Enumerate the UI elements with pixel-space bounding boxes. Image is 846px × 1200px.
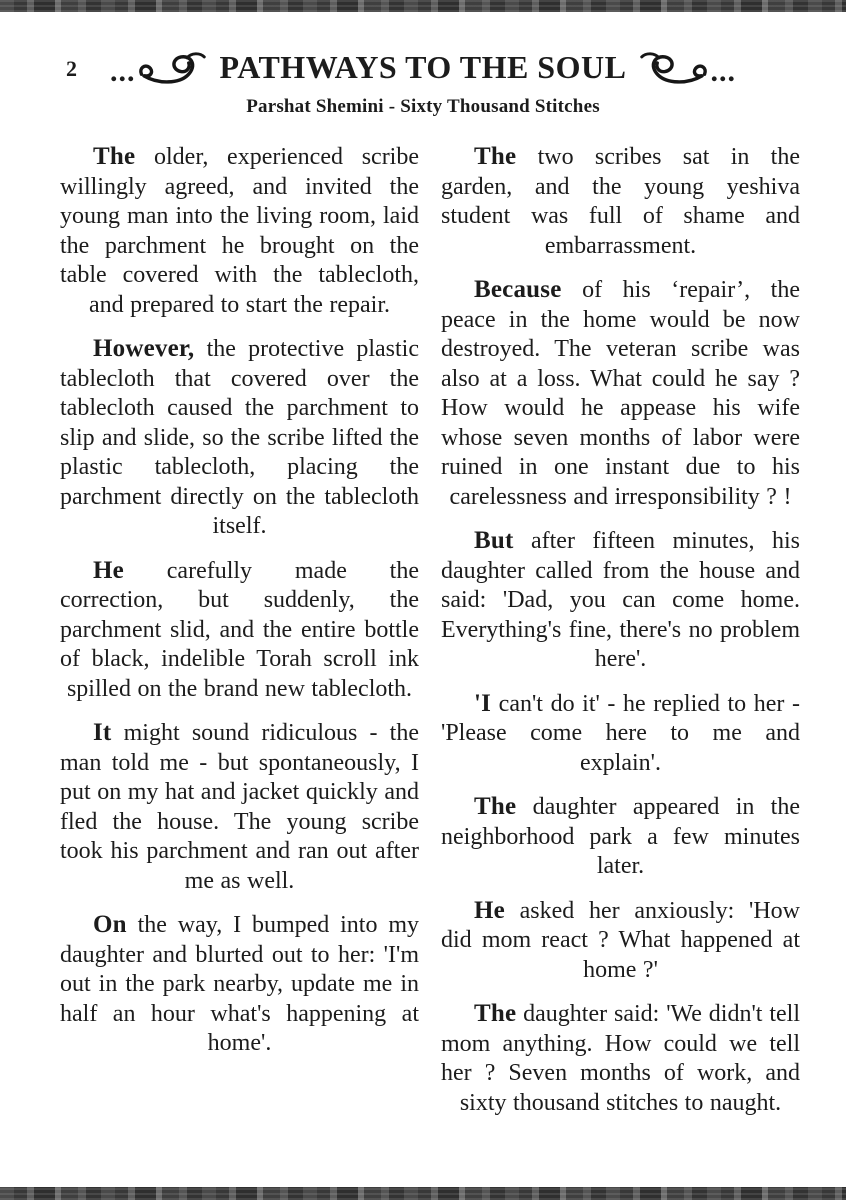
paragraph-lead-word: However, (93, 335, 195, 362)
paragraph-lead-word: He (93, 556, 124, 584)
paragraph (60, 142, 419, 320)
paragraph (441, 792, 800, 882)
paragraph-lead-word: The (474, 793, 517, 820)
paragraph (441, 275, 800, 512)
paragraph-lead-word: But (474, 527, 514, 554)
paragraph-text: of his ‘repair’, the peace in the home would be now destroyed. The veteran scribe was also at a loss. What could he say ? How would he appease his wife whose seven months of labor were ruined in one instant due to his carelessness and irresponsibility ? ! (441, 277, 800, 510)
page-subtitle: Parshat Shemini - Sixty Thousand Stitches (246, 96, 600, 117)
title-row (0, 46, 846, 88)
paragraph (60, 334, 419, 542)
paragraph-lead-word: The (93, 143, 136, 170)
ellipsis-ornament-icon: ... (110, 55, 136, 88)
paragraph (441, 142, 800, 261)
paragraph-text: after fifteen minutes, his daughter called from the house and said: 'Dad, you can come home. Everything's fine, there's no problem here'. (441, 528, 800, 672)
right-column (441, 142, 800, 1132)
paragraph-text: asked her anxiously: 'How did mom react ? What happened at home ?' (441, 897, 800, 983)
paragraph-lead-word: The (474, 1000, 517, 1027)
paragraph-text: daughter appeared in the neighborhood park a few minutes later. (441, 794, 800, 879)
flourish-right-icon (634, 49, 736, 88)
left-column (60, 142, 419, 1132)
paragraph-text: daughter said: 'We didn't tell mom anything. How could we tell her ? Seven months of work, and sixty thousand stitches to naught. (441, 1001, 800, 1116)
paragraph-text: the protective plastic tablecloth that covered over the tablecloth caused the parchment to slip and slide, so the scribe lifted the plastic tablecloth, placing the parchment directly on the tablecloth itself. (60, 336, 419, 539)
paragraph (441, 999, 800, 1118)
paragraph (441, 526, 800, 675)
page-title: PATHWAYS TO THE SOUL (219, 49, 627, 85)
paragraph (60, 718, 419, 896)
paragraph-text: might sound ridiculous - the man told me - but spontaneously, I put on my hat and jacket quickly and fled the house. The young scribe took his parchment and ran out after me as well. (60, 720, 419, 894)
flourish-left-icon (110, 49, 212, 88)
paragraph-text: two scribes sat in the garden, and the young yeshiva student was full of shame and embarrassment. (441, 144, 800, 259)
paragraph-text: older, experienced scribe willingly agreed, and invited the young man into the living room, laid the parchment he brought on the table covered with the tablecloth, and prepared to start the repair. (60, 144, 419, 318)
paragraph-lead-word: The (474, 143, 517, 170)
paragraph-lead-word: 'I (474, 689, 492, 717)
paragraph (441, 689, 800, 779)
paragraph-lead-word: On (93, 911, 127, 938)
paragraph-text: can't do it' - he replied to her - 'Please come here to me and explain'. (441, 690, 800, 776)
paragraph-text: carefully made the correction, but suddenly, the parchment slid, and the entire bottle of black, indelible Torah scroll ink spilled on the brand new tablecloth. (60, 557, 419, 702)
ellipsis-ornament-icon: ... (710, 55, 736, 88)
page-header (0, 0, 846, 118)
paragraph-text: the way, I bumped into my daughter and blurted out to her: 'I'm out in the park nearby, update me in half an hour what's happening at home'. (60, 912, 419, 1056)
paragraph (60, 910, 419, 1059)
paragraph (441, 896, 800, 986)
page-number: 2 (66, 56, 77, 81)
paragraph-lead-word: It (93, 719, 112, 746)
paragraph-lead-word: Because (474, 276, 562, 303)
text-columns (0, 118, 846, 1132)
paragraph-lead-word: He (474, 896, 505, 924)
scan-artifact-bar-bottom (0, 1187, 846, 1200)
paragraph (60, 556, 419, 705)
